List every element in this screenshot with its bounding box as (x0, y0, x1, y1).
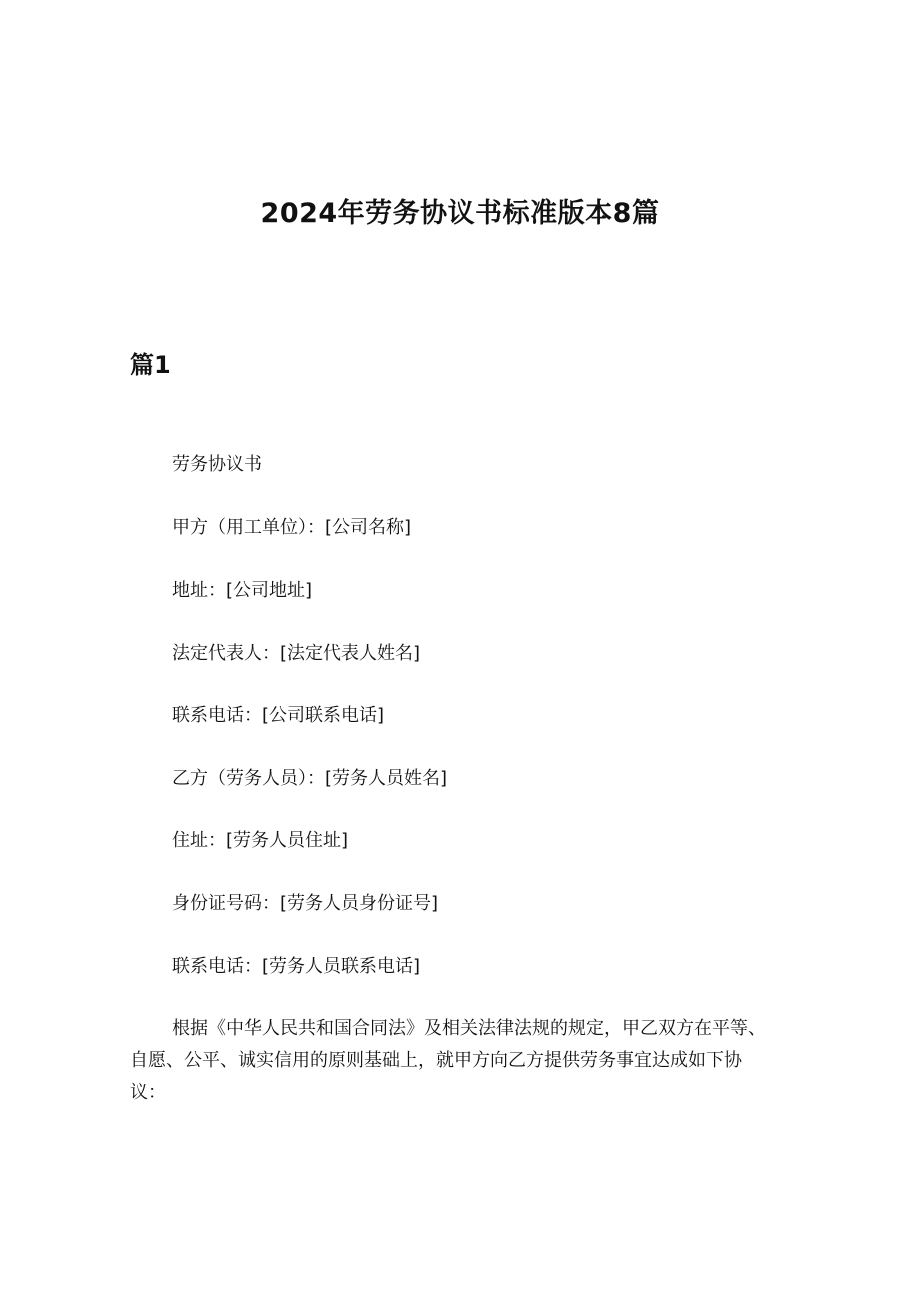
party-b-id-line: 身份证号码：[劳务人员身份证号] (172, 893, 439, 914)
party-a-address-line: 地址：[公司地址] (172, 580, 313, 601)
document-title: 2024年劳务协议书标准版本8篇 (260, 198, 660, 229)
party-a-phone-line: 联系电话：[公司联系电话] (172, 705, 385, 726)
legal-representative-line: 法定代表人：[法定代表人姓名] (172, 643, 421, 664)
party-b-phone-line: 联系电话：[劳务人员联系电话] (172, 956, 421, 977)
agreement-title: 劳务协议书 (172, 454, 262, 475)
party-b-line: 乙方（劳务人员）：[劳务人员姓名] (172, 768, 448, 789)
section-heading: 篇1 (130, 351, 171, 379)
party-b-address-line: 住址：[劳务人员住址] (172, 830, 349, 851)
party-a-line: 甲方（用工单位）：[公司名称] (172, 517, 412, 538)
agreement-preamble: 根据《中华人民共和国合同法》及相关法律法规的规定，甲乙双方在平等、自愿、公平、诚实信用的原则基础上，就甲方向乙方提供劳务事宜达成如下协议： (130, 1018, 766, 1103)
